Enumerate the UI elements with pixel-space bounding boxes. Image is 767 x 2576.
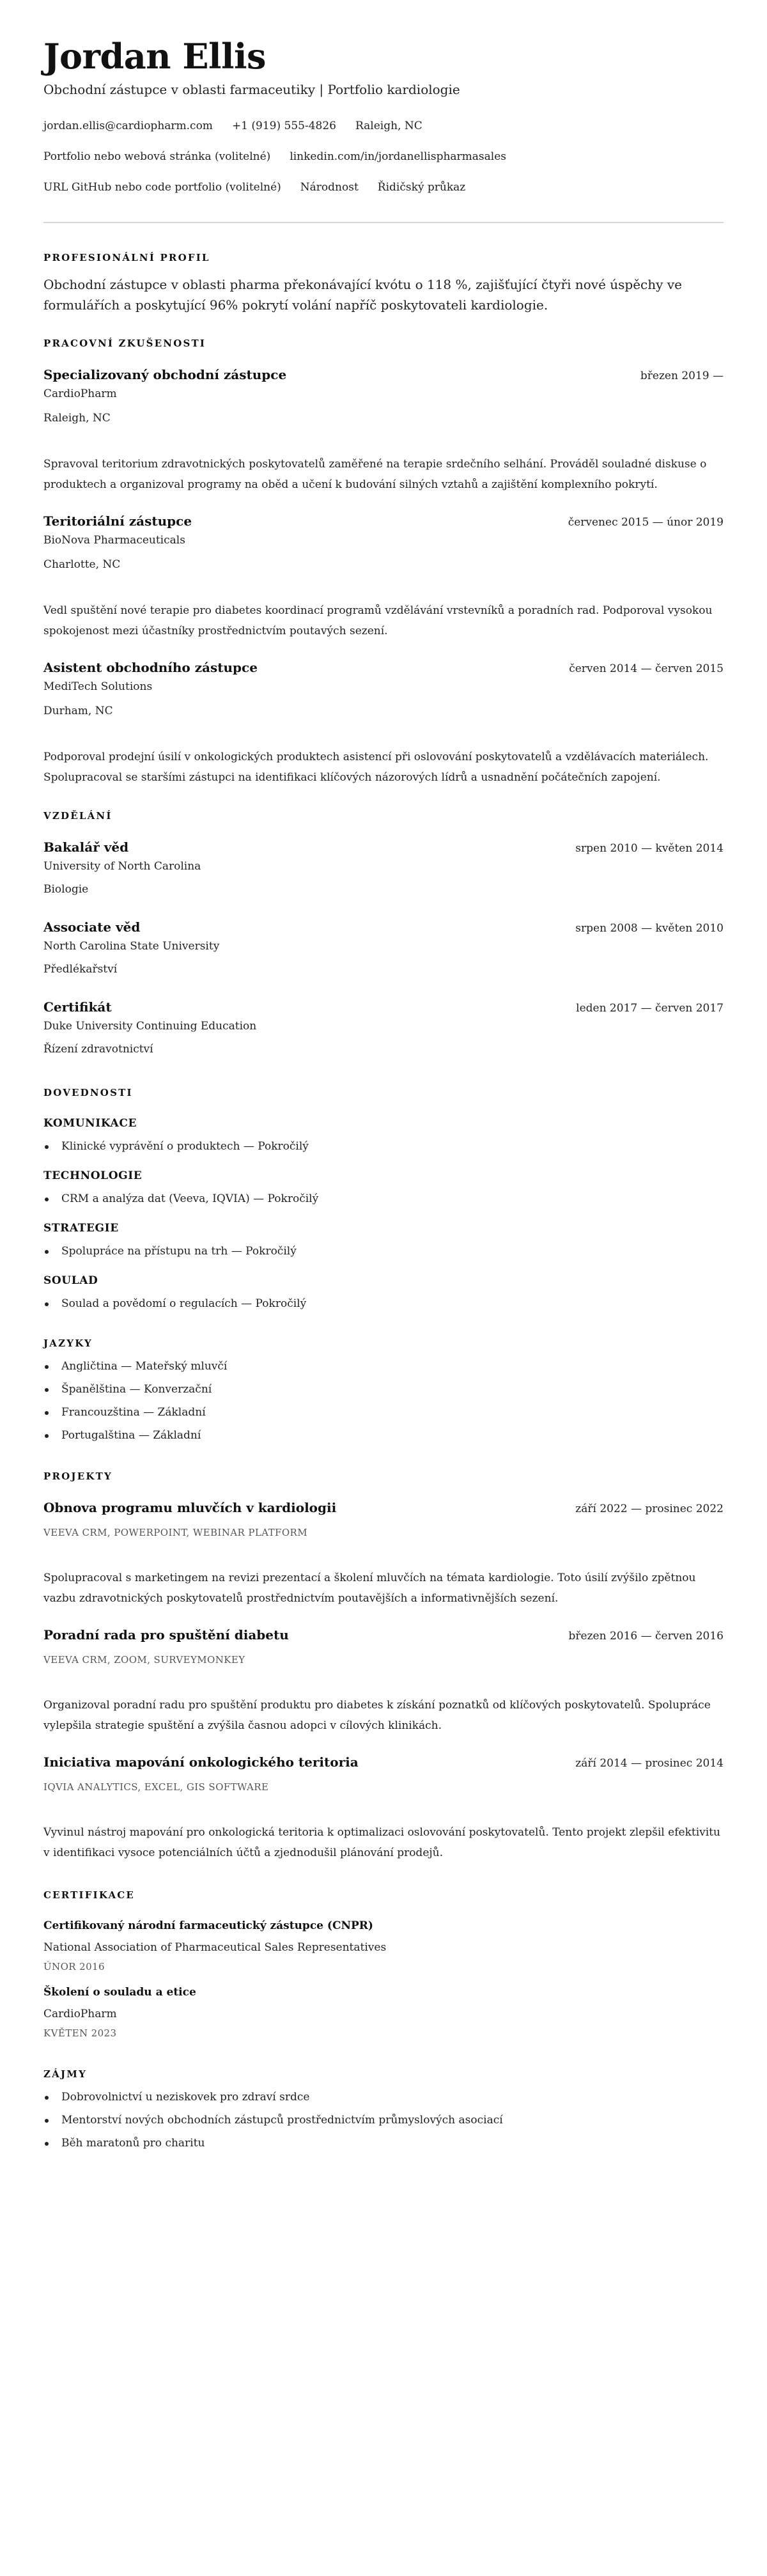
skill-item: CRM a analýza dat (Veeva, IQVIA) — Pokročilý <box>43 1191 724 1206</box>
certification-entry <box>43 1918 724 1973</box>
job-dates: červen 2014 — červen 2015 <box>569 662 724 675</box>
job-location: Charlotte, NC <box>43 558 121 571</box>
profile-section <box>43 251 724 315</box>
field-of-study: Řízení zdravotnictví <box>43 1042 153 1056</box>
certification-date: KVĚTEN 2023 <box>43 2027 117 2039</box>
project-dates: březen 2016 — červen 2016 <box>568 1629 724 1643</box>
project-name: Iniciativa mapování onkologického teritoria <box>43 1754 359 1770</box>
job-description: Podporoval prodejní úsilí v onkologických produktech asistencí při oslovování poskytovatelů a vzdělávacích materiálech. Spolupracoval se staršími zástupci na identifikaci klíčových názorových lídrů a usnadnění počátečních zapojení. <box>43 750 709 784</box>
job-description: Vedl spuštění nové terapie pro diabetes koordinací programů vzdělávání vrstevníků a poradních rad. Podporoval vysokou spokojenost mezi účastníky prostřednictvím poutavých sezení. <box>43 604 713 637</box>
languages-section <box>43 1337 724 1443</box>
project-description: Organizoval poradní radu pro spuštění produktu pro diabetes k získání poznatků od klíčových poskytovatelů. Spolupráce vylepšila strategie spuštění a zvýšila časnou adopci v cílových klinikách. <box>43 1698 711 1732</box>
section-title: VZDĚLÁNÍ <box>43 809 112 822</box>
experience-entry <box>43 659 724 788</box>
contact-row <box>43 180 724 195</box>
contact-row <box>43 118 724 134</box>
job-title: Teritoriální zástupce <box>43 513 192 529</box>
resume-header <box>43 36 724 195</box>
degree-title: Bakalář věd <box>43 839 129 855</box>
candidate-headline: Obchodní zástupce v oblasti farmaceutiky | Portfolio kardiologie <box>43 81 460 97</box>
education-entry <box>43 919 724 977</box>
project-dates: září 2022 — prosinec 2022 <box>575 1502 724 1515</box>
experience-section <box>43 337 724 788</box>
skill-item: Soulad a povědomí o regulacích — Pokročilý <box>43 1296 724 1311</box>
linkedin-link[interactable]: linkedin.com/in/jordanellispharmasales <box>290 150 507 163</box>
education-dates: srpen 2010 — květen 2014 <box>575 841 724 855</box>
experience-entry <box>43 366 724 495</box>
certification-entry <box>43 1985 724 2040</box>
company-name: BioNova Pharmaceuticals <box>43 533 185 547</box>
field-of-study: Biologie <box>43 882 89 896</box>
skill-item: Spolupráce na přístupu na trh — Pokročilý <box>43 1244 724 1259</box>
project-name: Poradní rada pro spuštění diabetu <box>43 1627 289 1643</box>
section-title: PROJEKTY <box>43 1470 112 1482</box>
job-dates: březen 2019 — <box>640 369 724 382</box>
interests-section <box>43 2068 724 2151</box>
skill-group <box>43 1168 724 1206</box>
header-divider <box>43 222 724 223</box>
education-dates: srpen 2008 — květen 2010 <box>575 921 724 935</box>
interest-item: Mentorství nových obchodních zástupců prostřednictvím průmyslových asociací <box>43 2112 724 2128</box>
project-dates: září 2014 — prosinec 2014 <box>575 1756 724 1770</box>
section-title: ZÁJMY <box>43 2068 87 2080</box>
project-tech-stack: IQVIA ANALYTICS, EXCEL, GIS SOFTWARE <box>43 1781 269 1793</box>
language-item: Španělština — Konverzační <box>43 1382 724 1397</box>
candidate-name: Jordan Ellis <box>43 36 266 77</box>
experience-entry <box>43 513 724 641</box>
skill-group-title: TECHNOLOGIE <box>43 1169 143 1182</box>
skill-group <box>43 1273 724 1311</box>
github-link[interactable]: URL GitHub nebo code portfolio (volitelné) <box>43 180 281 194</box>
project-tech-stack: VEEVA CRM, POWERPOINT, WEBINAR PLATFORM <box>43 1526 308 1538</box>
project-name: Obnova programu mluvčích v kardiologii <box>43 1499 337 1515</box>
skill-group-title: KOMUNIKACE <box>43 1116 137 1130</box>
school-name: North Carolina State University <box>43 939 220 953</box>
skill-group-title: STRATEGIE <box>43 1221 119 1235</box>
degree-title: Associate věd <box>43 919 141 935</box>
job-location: Durham, NC <box>43 704 113 717</box>
school-name: Duke University Continuing Education <box>43 1019 257 1033</box>
education-dates: leden 2017 — červen 2017 <box>576 1001 724 1015</box>
education-entry <box>43 839 724 897</box>
drivers-license-text: Řidičský průkaz <box>377 180 466 194</box>
section-title: JAZYKY <box>43 1337 93 1349</box>
certification-issuer: National Association of Pharmaceutical Sales Representatives <box>43 1940 387 1954</box>
school-name: University of North Carolina <box>43 859 201 873</box>
certification-name: Školení o souladu a etice <box>43 1985 196 1999</box>
project-tech-stack: VEEVA CRM, ZOOM, SURVEYMONKEY <box>43 1653 245 1666</box>
interest-item: Dobrovolnictví u neziskovek pro zdraví srdce <box>43 2089 724 2105</box>
job-title: Asistent obchodního zástupce <box>43 659 258 675</box>
job-location: Raleigh, NC <box>43 411 111 425</box>
skill-group-title: SOULAD <box>43 1274 98 1287</box>
skill-group <box>43 1116 724 1154</box>
contact-row <box>43 149 724 164</box>
projects-section <box>43 1470 724 1863</box>
skill-group <box>43 1221 724 1259</box>
skill-item: Klinické vyprávění o produktech — Pokročilý <box>43 1139 724 1154</box>
job-title: Specializovaný obchodní zástupce <box>43 366 287 382</box>
nationality-text: Národnost <box>300 180 359 194</box>
email-link[interactable]: jordan.ellis@cardiopharm.com <box>43 119 213 132</box>
section-title: CERTIFIKACE <box>43 1889 136 1901</box>
section-title: DOVEDNOSTI <box>43 1086 133 1098</box>
project-entry <box>43 1627 724 1736</box>
company-name: CardioPharm <box>43 387 117 400</box>
certifications-section <box>43 1889 724 2040</box>
project-description: Vyvinul nástroj mapování pro onkologická teritoria k optimalizaci oslovování poskytovatelů. Tento projekt zlepšil efektivitu v identifikaci vysoce potenciálních účtů a zjednodušil plánování prodejů. <box>43 1825 720 1859</box>
location-text: Raleigh, NC <box>355 119 422 132</box>
education-section <box>43 809 724 1057</box>
language-item: Angličtina — Mateřský mluvčí <box>43 1359 724 1374</box>
project-entry <box>43 1754 724 1863</box>
interest-item: Běh maratonů pro charitu <box>43 2135 724 2151</box>
job-dates: červenec 2015 — únor 2019 <box>568 515 724 529</box>
certification-name: Certifikovaný národní farmaceutický zástupce (CNPR) <box>43 1919 373 1932</box>
job-description: Spravoval teritorium zdravotnických poskytovatelů zaměřené na terapie srdečního selhání. Prováděl souladné diskuse o produktech a organizoval programy na oběd a učení k budování silných vztahů a zajištění komplexního pokrytí. <box>43 457 707 491</box>
degree-title: Certifikát <box>43 999 112 1015</box>
language-item: Portugalština — Základní <box>43 1428 724 1443</box>
certification-issuer: CardioPharm <box>43 2007 117 2020</box>
project-description: Spolupracoval s marketingem na revizi prezentací a školení mluvčích na témata kardiologie. Toto úsilí zvýšilo zpětnou vazbu zdravotnických poskytovatelů prostřednictvím poutavějších a informativnějších sezení. <box>43 1571 696 1605</box>
section-title: PROFESIONÁLNÍ PROFIL <box>43 251 210 263</box>
portfolio-link[interactable]: Portfolio nebo webová stránka (volitelné) <box>43 150 271 163</box>
education-entry <box>43 999 724 1057</box>
profile-summary: Obchodní zástupce v oblasti pharma překonávající kvótu o 118 %, zajišťující čtyři nové úspěchy ve formulářích a poskytující 96% pokrytí volání napříč poskytovateli kardiologie. <box>43 276 682 313</box>
skills-section <box>43 1086 724 1311</box>
project-entry <box>43 1499 724 1609</box>
section-title: PRACOVNÍ ZKUŠENOSTI <box>43 337 206 349</box>
phone-link[interactable]: +1 (919) 555-4826 <box>231 119 336 132</box>
company-name: MediTech Solutions <box>43 680 153 693</box>
certification-date: ÚNOR 2016 <box>43 1960 105 1972</box>
field-of-study: Předlékařství <box>43 962 118 976</box>
language-item: Francouzština — Základní <box>43 1405 724 1420</box>
